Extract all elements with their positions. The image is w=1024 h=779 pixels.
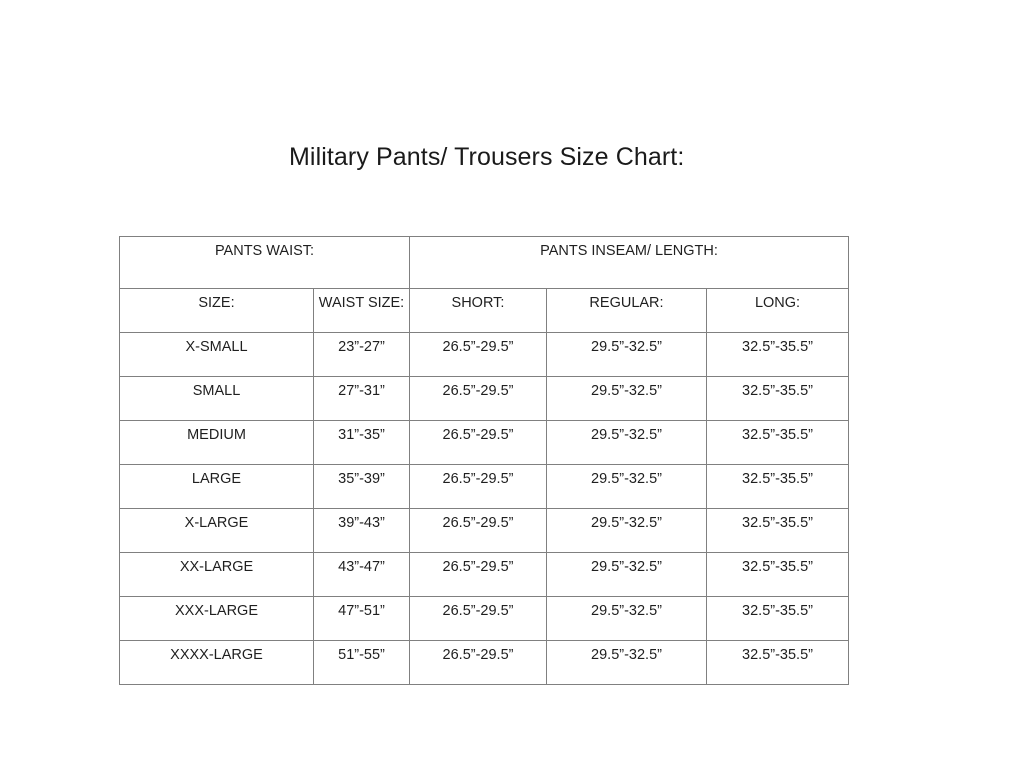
cell-waist-size: 27”-31” <box>314 377 410 421</box>
table-row <box>120 421 849 465</box>
table-row <box>120 377 849 421</box>
table-row <box>120 553 849 597</box>
column-header-row <box>120 289 849 333</box>
cell-size: X-LARGE <box>120 509 314 553</box>
cell-short: 26.5”-29.5” <box>410 377 547 421</box>
cell-long: 32.5”-35.5” <box>707 421 849 465</box>
size-chart-table <box>119 236 849 685</box>
cell-regular: 29.5”-32.5” <box>547 377 707 421</box>
cell-long: 32.5”-35.5” <box>707 509 849 553</box>
cell-regular: 29.5”-32.5” <box>547 641 707 685</box>
column-header-short: SHORT: <box>410 289 547 333</box>
cell-regular: 29.5”-32.5” <box>547 597 707 641</box>
cell-regular: 29.5”-32.5” <box>547 509 707 553</box>
cell-short: 26.5”-29.5” <box>410 465 547 509</box>
cell-short: 26.5”-29.5” <box>410 333 547 377</box>
cell-waist-size: 23”-27” <box>314 333 410 377</box>
column-header-long: LONG: <box>707 289 849 333</box>
cell-long: 32.5”-35.5” <box>707 333 849 377</box>
cell-size: XXX-LARGE <box>120 597 314 641</box>
page-title: Military Pants/ Trousers Size Chart: <box>289 143 685 171</box>
group-header-pants-inseam-length: PANTS INSEAM/ LENGTH: <box>410 237 849 289</box>
cell-regular: 29.5”-32.5” <box>547 333 707 377</box>
cell-waist-size: 35”-39” <box>314 465 410 509</box>
cell-waist-size: 31”-35” <box>314 421 410 465</box>
cell-size: X-SMALL <box>120 333 314 377</box>
table-body <box>120 333 849 685</box>
table-row <box>120 509 849 553</box>
cell-waist-size: 39”-43” <box>314 509 410 553</box>
column-header-regular: REGULAR: <box>547 289 707 333</box>
cell-short: 26.5”-29.5” <box>410 421 547 465</box>
cell-long: 32.5”-35.5” <box>707 377 849 421</box>
table-row <box>120 597 849 641</box>
cell-regular: 29.5”-32.5” <box>547 553 707 597</box>
cell-long: 32.5”-35.5” <box>707 597 849 641</box>
cell-long: 32.5”-35.5” <box>707 465 849 509</box>
cell-size: MEDIUM <box>120 421 314 465</box>
cell-size: XX-LARGE <box>120 553 314 597</box>
cell-waist-size: 51”-55” <box>314 641 410 685</box>
cell-long: 32.5”-35.5” <box>707 553 849 597</box>
cell-short: 26.5”-29.5” <box>410 509 547 553</box>
group-header-pants-waist: PANTS WAIST: <box>120 237 410 289</box>
group-header-row <box>120 237 849 289</box>
cell-short: 26.5”-29.5” <box>410 553 547 597</box>
column-header-size: SIZE: <box>120 289 314 333</box>
column-header-waist-size: WAIST SIZE: <box>314 289 410 333</box>
cell-size: LARGE <box>120 465 314 509</box>
cell-waist-size: 47”-51” <box>314 597 410 641</box>
table-header <box>120 237 849 333</box>
table-row <box>120 641 849 685</box>
cell-size: XXXX-LARGE <box>120 641 314 685</box>
cell-regular: 29.5”-32.5” <box>547 465 707 509</box>
table-row <box>120 333 849 377</box>
cell-long: 32.5”-35.5” <box>707 641 849 685</box>
cell-size: SMALL <box>120 377 314 421</box>
table-row <box>120 465 849 509</box>
cell-short: 26.5”-29.5” <box>410 641 547 685</box>
cell-short: 26.5”-29.5” <box>410 597 547 641</box>
cell-waist-size: 43”-47” <box>314 553 410 597</box>
cell-regular: 29.5”-32.5” <box>547 421 707 465</box>
